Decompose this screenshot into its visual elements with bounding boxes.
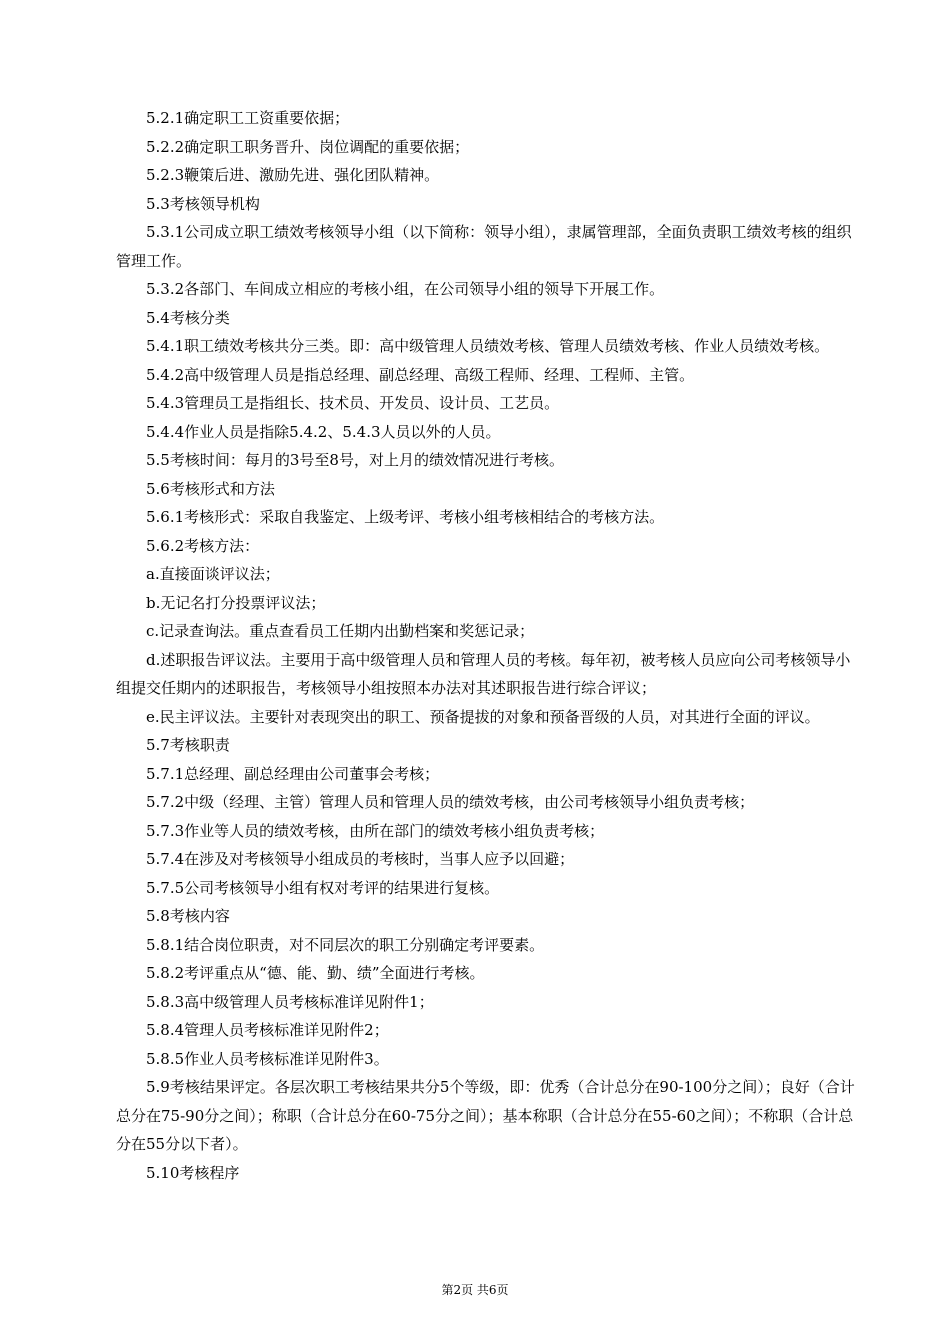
list-item: e.民主评议法。主要针对表现突出的职工、预备提拔的对象和预备晋级的人员，对其进行全面的评议。: [146, 707, 820, 726]
list-item: c.记录查询法。重点查看员工任期内出勤档案和奖惩记录；: [146, 622, 535, 640]
section-heading: 5.6考核形式和方法: [146, 479, 275, 498]
paragraph: 5.7.2中级（经理、主管）管理人员和管理人员的绩效考核，由公司考核领导小组负责考核；: [146, 793, 755, 811]
list-item: a.直接面谈评议法；: [146, 565, 280, 583]
paragraph: 5.8.1结合岗位职责，对不同层次的职工分别确定考评要素。: [146, 935, 545, 954]
paragraph: 5.3.2各部门、车间成立相应的考核小组，在公司领导小组的领导下开展工作。: [146, 280, 665, 298]
paragraph: 5.7.5公司考核领导小组有权对考评的结果进行复核。: [146, 878, 500, 897]
paragraph: 5.2.3鞭策后进、激励先进、强化团队精神。: [146, 166, 440, 184]
paragraph: 5.7.3作业等人员的绩效考核，由所在部门的绩效考核小组负责考核；: [146, 821, 605, 840]
paragraph: 5.7.1总经理、副总经理由公司董事会考核；: [146, 764, 440, 783]
paragraph: 5.8.3高中级管理人员考核标准详见附件1；: [146, 992, 434, 1011]
section-heading: 5.8考核内容: [146, 907, 230, 925]
section-heading: 5.5考核时间：每月的3号至8号，对上月的绩效情况进行考核。: [146, 451, 564, 469]
paragraph: 5.8.4管理人员考核标准详见附件2；: [146, 1021, 389, 1039]
paragraph: 5.7.4在涉及对考核领导小组成员的考核时，当事人应予以回避；: [146, 850, 575, 868]
list-item: d.述职报告评议法。主要用于高中级管理人员和管理人员的考核。每年初，被考核人员应向公司考核领导小组提交任期内的述职报告，考核领导小组按照本办法对其述职报告进行综合评议；: [116, 650, 851, 697]
section-heading: 5.7考核职责: [146, 736, 230, 754]
paragraph: 5.2.2确定职工职务晋升、岗位调配的重要依据；: [146, 137, 470, 156]
paragraph: 5.4.4作业人员是指除5.4.2、5.4.3人员以外的人员。: [146, 422, 501, 441]
paragraph: 5.3.1公司成立职工绩效考核领导小组（以下简称：领导小组），隶属管理部，全面负责职工绩效考核的组织管理工作。: [116, 223, 852, 270]
paragraph: 5.6.2考核方法：: [146, 536, 260, 555]
paragraph: 5.2.1确定职工工资重要依据；: [146, 109, 350, 127]
paragraph: 5.4.2高中级管理人员是指总经理、副总经理、高级工程师、经理、工程师、主管。: [146, 365, 695, 384]
list-item: b.无记名打分投票评议法；: [146, 593, 326, 612]
page-number-footer: 第2页 共6页: [441, 1283, 509, 1297]
paragraph: 5.8.2考评重点从“德、能、勤、绩”全面进行考核。: [146, 964, 485, 982]
section-heading: 5.10考核程序: [146, 1163, 240, 1182]
document-body: [116, 104, 862, 1187]
paragraph: 5.8.5作业人员考核标准详见附件3。: [146, 1049, 389, 1068]
paragraph: 5.9考核结果评定。各层次职工考核结果共分5个等级，即：优秀（合计总分在90-100分之间）；良好（合计总分在75-90分之间）；称职（合计总分在60-75分之间）；基本称职（合计总分在55-60之间）；不称职（合计总分在55分以下者）。: [116, 1078, 855, 1153]
section-heading: 5.3考核领导机构: [146, 194, 260, 213]
paragraph: 5.6.1考核形式：采取自我鉴定、上级考评、考核小组考核相结合的考核方法。: [146, 508, 665, 526]
paragraph: 5.4.1职工绩效考核共分三类。即：高中级管理人员绩效考核、管理人员绩效考核、作业人员绩效考核。: [146, 337, 830, 355]
paragraph: 5.4.3管理员工是指组长、技术员、开发员、设计员、工艺员。: [146, 394, 560, 412]
section-heading: 5.4考核分类: [146, 308, 230, 327]
